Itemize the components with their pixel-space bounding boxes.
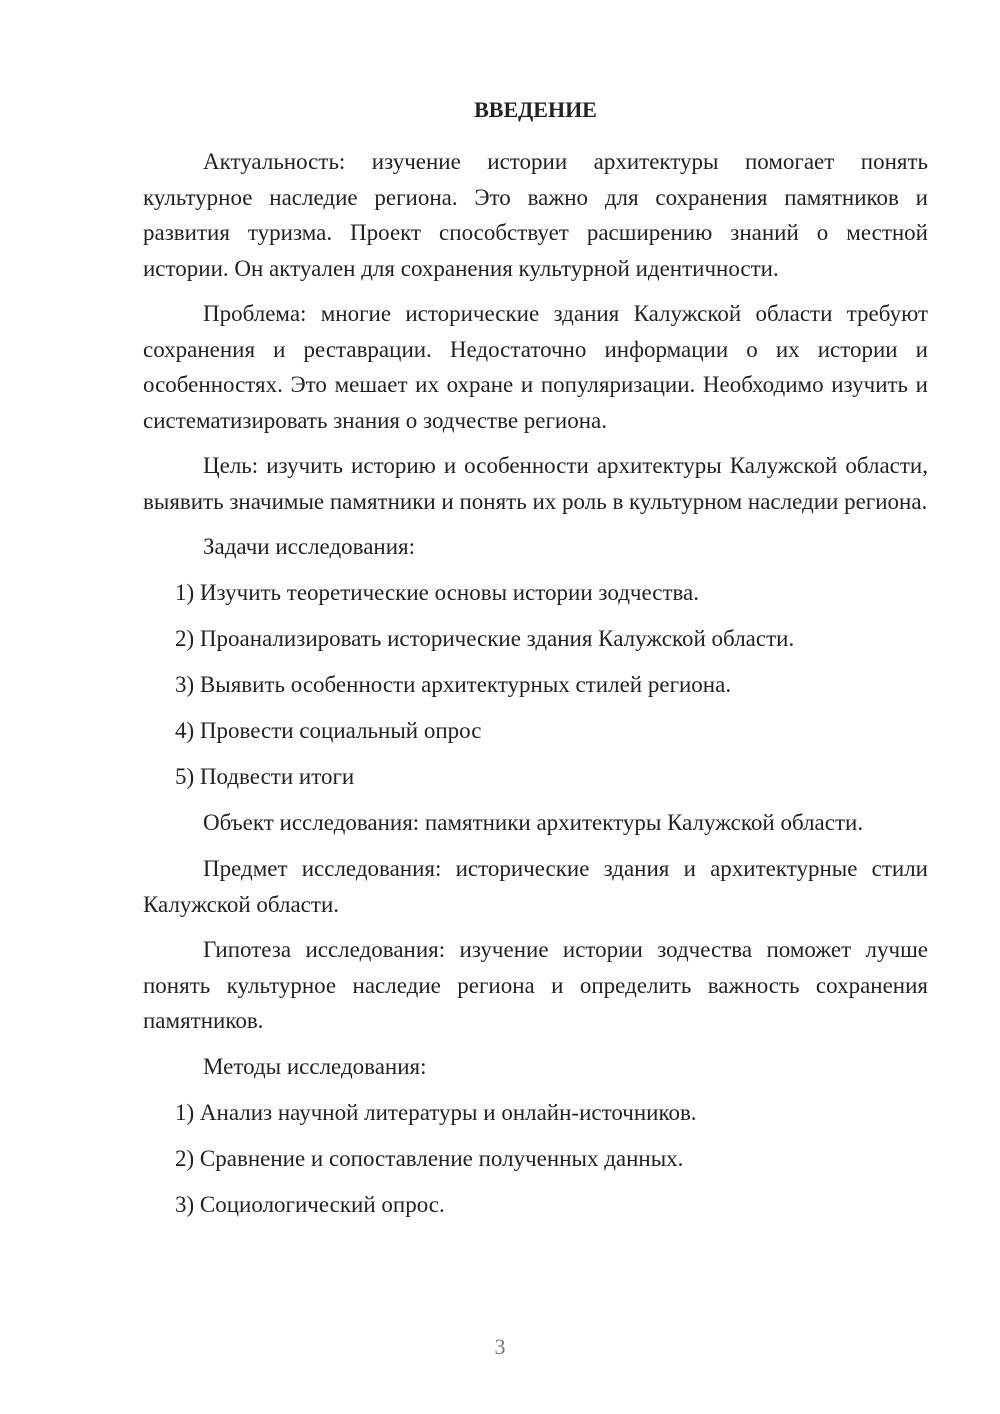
task-item-5: 5) Подвести итоги (175, 764, 355, 789)
object-paragraph: Объект исследования: памятники архитектуры Калужской области. (203, 810, 864, 835)
hypothesis-paragraph: Гипотеза исследования: изучение истории зодчества поможет лучше понять культурное наследие региона и определить важность сохранения памятников. (143, 937, 928, 1033)
relevance-paragraph: Актуальность: изучение истории архитектуры помогает понять культурное наследие региона. Это важно для сохранения памятников и развития туризма. Проект способствует расширению знаний о местной истории. Он актуален для сохранения культурной идентичности. (143, 149, 928, 281)
methods-heading: Методы исследования: (203, 1053, 427, 1079)
section-title: ВВЕДЕНИЕ (474, 97, 597, 122)
problem-paragraph: Проблема: многие исторические здания Калужской области требуют сохранения и реставрации. Недостаточно информации о их истории и особенностях. Это мешает их охране и популяризации. Необходимо изучить и систематизировать знания о зодчестве региона. (143, 301, 928, 433)
subject-paragraph: Предмет исследования: исторические здания и архитектурные стили Калужской области. (143, 856, 928, 917)
page-number: 3 (494, 1334, 506, 1359)
task-item-2: 2) Проанализировать исторические здания Калужской области. (175, 626, 795, 651)
method-item-3: 3) Социологический опрос. (175, 1191, 445, 1217)
page-content (143, 92, 928, 1233)
task-item-4: 4) Провести социальный опрос (175, 718, 482, 743)
tasks-heading: Задачи исследования: (203, 534, 416, 559)
method-item-2: 2) Сравнение и сопоставление полученных данных. (175, 1145, 684, 1171)
task-item-1: 1) Изучить теоретические основы истории зодчества. (175, 580, 700, 605)
goal-paragraph: Цель: изучить историю и особенности архитектуры Калужской области, выявить значимые памятники и понять их роль в культурном наследии региона. (143, 453, 928, 514)
method-item-1: 1) Анализ научной литературы и онлайн-источников. (175, 1099, 697, 1125)
task-item-3: 3) Выявить особенности архитектурных стилей региона. (175, 672, 732, 697)
